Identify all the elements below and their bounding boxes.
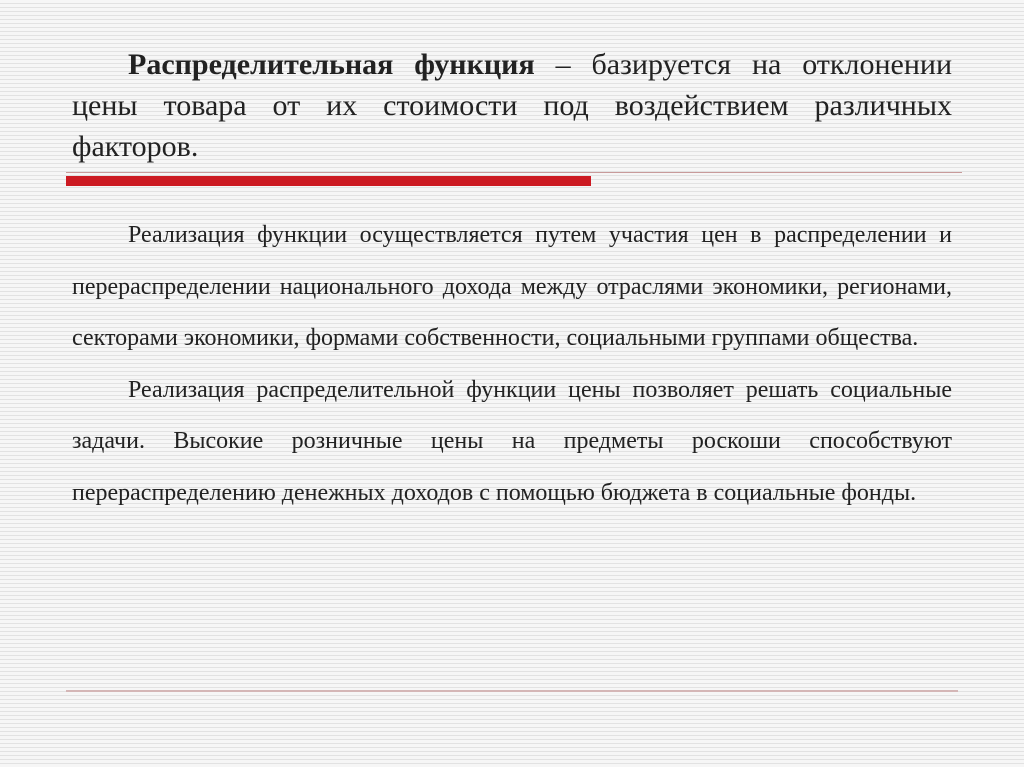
body-text (72, 210, 952, 519)
paragraph-1: Реализация функции осуществляется путем участия цен в распределении и перераспределении национального дохода между отраслями экономики, регионами, секторами экономики, формами собственности, социальными группами общества. (72, 222, 952, 351)
header-term: Распределительная функция (128, 48, 535, 81)
slide-header (72, 44, 952, 167)
header-definition: – базируется на отклонении цены товара от их стоимости под воздействием различных факторов. (72, 48, 952, 163)
header-divider-line (66, 172, 962, 173)
footer-divider (66, 690, 958, 692)
header-divider (66, 172, 962, 186)
header-divider-red-bar (66, 176, 591, 186)
paragraph-2: Реализация распределительной функции цены позволяет решать социальные задачи. Высокие розничные цены на предметы роскоши способствуют перераспределению денежных доходов с помощью бюджета в социальные фонды. (72, 376, 952, 506)
